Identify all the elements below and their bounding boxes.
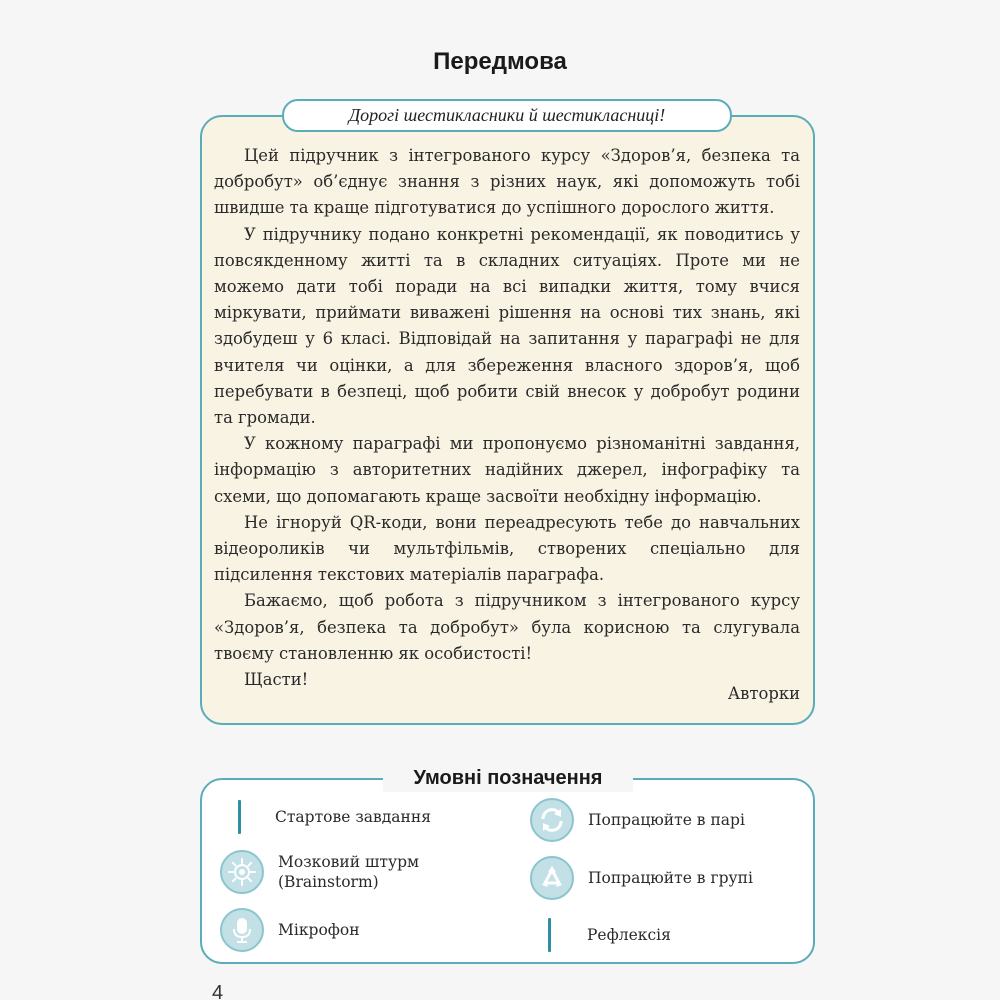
legend-title: Умовні позначення xyxy=(383,764,633,792)
preface-paragraph: Не ігноруй QR-коди, вони переадресують тебе до навчальних відеороликів чи мультфільмів, створених спеціально для підсилення текстових матеріалів параграфа. xyxy=(214,512,800,585)
legend-label: Мозковий штурм (Brainstorm) xyxy=(278,853,420,891)
preface-paragraph: Цей підручник з інтегрованого курсу «Здоров’я, безпека та добробут» об’єднує знання з різних наук, які допоможуть тобі швидше та краще підготуватися до успішного дорослого життя. xyxy=(214,146,800,218)
legend-item-group-work xyxy=(530,856,753,900)
legend-item-start-task xyxy=(238,800,431,834)
page-number: 4 xyxy=(212,982,224,1000)
legend-item-microphone xyxy=(220,908,360,952)
brain-icon xyxy=(220,850,264,894)
legend-label: Попрацюйте в групі xyxy=(588,869,753,887)
preface-signature: Авторки xyxy=(727,684,800,703)
group-work-icon xyxy=(530,856,574,900)
pair-work-icon xyxy=(530,798,574,842)
legend-label: Стартове завдання xyxy=(275,808,431,826)
preface-greeting: Дорогі шестикласники й шестикласниці! xyxy=(282,99,732,132)
page-title: Передмова xyxy=(433,48,567,75)
legend-label: Мікрофон xyxy=(278,921,360,939)
vertical-bar-icon xyxy=(548,918,551,952)
legend-label: Попрацюйте в парі xyxy=(588,811,745,829)
preface-text xyxy=(214,143,800,693)
vertical-bar-icon xyxy=(238,800,241,834)
preface-paragraph: Бажаємо, щоб робота з підручником з інтегрованого курсу «Здоров’я, безпека та добробут» була корисною та слугувала твоєму становленню як особистості! xyxy=(214,591,800,663)
legend-label: Рефлексія xyxy=(587,926,671,944)
preface-paragraph: Щасти! xyxy=(244,670,309,690)
legend-item-reflection xyxy=(548,918,671,952)
legend-item-brainstorm xyxy=(220,850,478,894)
preface-paragraph: У підручнику подано конкретні рекомендації, як поводитись у повсякденному житті та в складних ситуаціях. Проте ми не можемо дати тобі поради на всі випадки життя, тому вчися міркувати, приймати виважені рішення на основі тих знань, які здобудеш у 6 класі. Відповідай на запитання у параграфі не для вчителя чи оцінки, а для збереження власного здоров’я, щоб перебувати в безпеці, щоб робити свій внесок у добробут родини та громади. xyxy=(214,224,800,428)
microphone-icon xyxy=(220,908,264,952)
legend-item-pair-work xyxy=(530,798,745,842)
preface-paragraph: У кожному параграфі ми пропонуємо різноманітні завдання, інформацію з авторитетних надійних джерел, інфографіку та схеми, що допомагають краще засвоїти необхідну інформацію. xyxy=(214,434,800,506)
